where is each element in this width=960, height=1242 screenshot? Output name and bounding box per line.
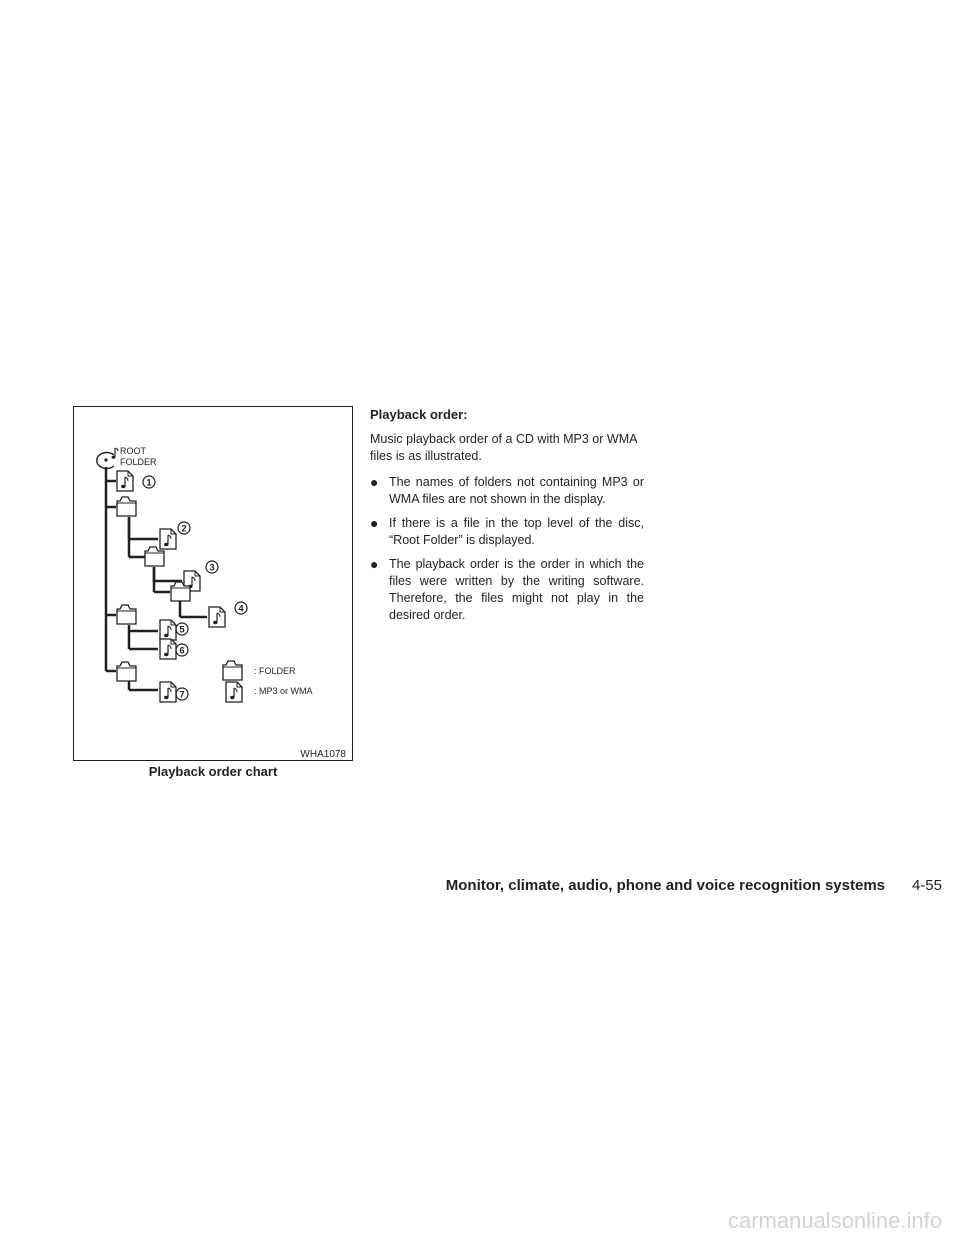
page-number: 4-55 (911, 877, 942, 894)
folder-icon (145, 547, 164, 566)
music-file-icon (160, 620, 176, 640)
figure-caption: Playback order chart (148, 764, 278, 779)
bullet-icon: ● (370, 474, 379, 490)
svg-text:7: 7 (179, 689, 185, 701)
bullet-icon: ● (370, 556, 379, 572)
order-number-2 (178, 522, 190, 535)
bullet-icon: ● (370, 515, 379, 531)
playback-order-figure (73, 406, 353, 761)
root-label-line1: ROOT (120, 446, 146, 456)
folder-icon (117, 605, 136, 624)
order-number-4 (235, 602, 247, 615)
order-number-3 (206, 561, 218, 574)
watermark: carmanualsonline.info (727, 1208, 942, 1233)
svg-text:5: 5 (179, 624, 185, 636)
svg-text:3: 3 (209, 562, 215, 574)
legend-music-file-icon (226, 682, 242, 702)
list-item-text: The names of folders not containing MP3 or WMA files are not shown in the display. (389, 475, 644, 506)
list-item-text: If there is a file in the top level of the disc, “Root Folder” is displayed. (389, 516, 644, 547)
list-item (370, 556, 644, 624)
svg-text:1: 1 (146, 477, 152, 489)
bullet-list (370, 474, 644, 631)
svg-text:4: 4 (238, 603, 244, 615)
folder-icon (117, 497, 136, 516)
music-file-icon (160, 639, 176, 659)
playback-order-diagram (74, 407, 354, 762)
legend-folder-label: : FOLDER (254, 666, 296, 676)
music-file-icon (160, 529, 176, 549)
svg-text:6: 6 (179, 645, 185, 657)
folder-icon (117, 662, 136, 681)
list-item (370, 515, 644, 549)
order-number-7 (176, 688, 188, 701)
music-file-icon (117, 471, 133, 491)
cd-music-icon (97, 448, 118, 469)
root-label-line2: FOLDER (120, 457, 157, 467)
order-number-6 (176, 644, 188, 657)
section-heading: Playback order: (370, 407, 468, 422)
music-file-icon (209, 607, 225, 627)
list-item-text: The playback order is the order in which the files were written by the writing software. Therefore, the files might not play in the desired order. (389, 557, 644, 622)
music-file-icon (160, 682, 176, 702)
svg-text:2: 2 (181, 523, 187, 535)
order-number-5 (176, 623, 188, 636)
legend-folder-icon (223, 661, 242, 680)
order-number-1 (143, 476, 155, 489)
list-item (370, 474, 644, 508)
footer-section-title: Monitor, climate, audio, phone and voice recognition systems (445, 877, 885, 894)
intro-paragraph: Music playback order of a CD with MP3 or WMA files is as illustrated. (370, 432, 637, 463)
legend-file-label: : MP3 or WMA (254, 686, 313, 696)
figure-id: WHA1078 (300, 749, 346, 760)
